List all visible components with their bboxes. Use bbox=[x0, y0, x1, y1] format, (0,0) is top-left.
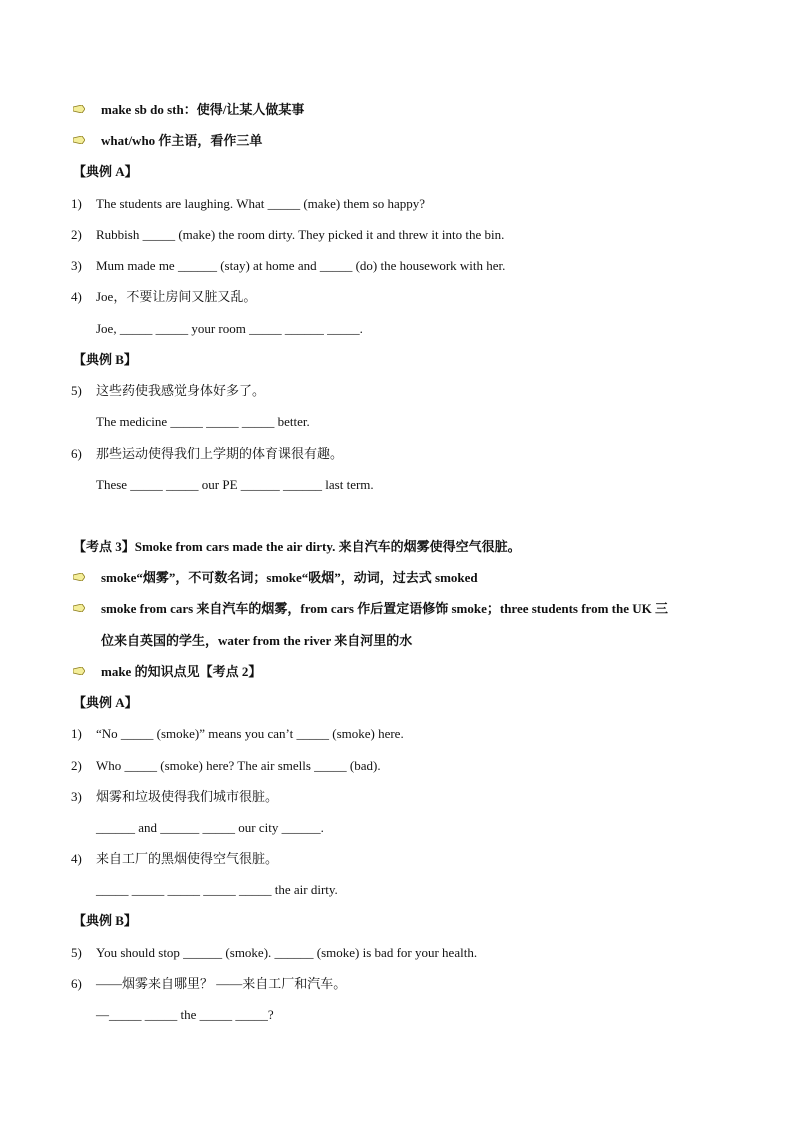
example-a-heading: 【典例 A】 bbox=[73, 164, 138, 179]
answer-line: Joe, _____ _____ your room _____ ______ _____. bbox=[96, 321, 363, 336]
item-number: 2) bbox=[71, 758, 82, 773]
exercise-item: Who _____ (smoke) here? The air smells _____ (bad). bbox=[96, 758, 381, 773]
item-number: 6) bbox=[71, 446, 82, 461]
item-number: 3) bbox=[71, 789, 82, 804]
exercise-item: Mum made me ______ (stay) at home and _____ (do) the housework with her. bbox=[96, 258, 506, 273]
answer-line: —_____ _____ the _____ _____? bbox=[96, 1007, 274, 1022]
item-number: 1) bbox=[71, 196, 82, 211]
example-b-heading: 【典例 B】 bbox=[73, 352, 137, 367]
exercise-item: The students are laughing. What _____ (make) them so happy? bbox=[96, 196, 426, 211]
exercise-item: Rubbish _____ (make) the room dirty. They picked it and threw it into the bin. bbox=[96, 227, 505, 242]
exercise-item: ——烟雾来自哪里？ ——来自工厂和汽车。 bbox=[96, 976, 347, 991]
yellow-tag-icon bbox=[73, 136, 85, 144]
exercise-item: 来自工厂的黑烟使得空气很脏。 bbox=[96, 851, 279, 866]
example-a-heading: 【典例 A】 bbox=[73, 695, 138, 710]
item-number: 4) bbox=[71, 289, 82, 304]
bullet-what-who: what/who 作主语，看作三单 bbox=[101, 133, 263, 148]
bullet-make-sb-do-sth: make sb do sth：使得/让某人做某事 bbox=[101, 102, 305, 117]
item-number: 6) bbox=[71, 976, 82, 991]
point3-title: 【考点 3】Smoke from cars made the air dirty. 来自汽车的烟雾使得空气很脏。 bbox=[73, 539, 521, 554]
item-number: 2) bbox=[71, 227, 82, 242]
exercise-item: 烟雾和垃圾使得我们城市很脏。 bbox=[96, 789, 279, 804]
bullet-smoke-from-cars: smoke from cars 来自汽车的烟雾，from cars 作后置定语修饰 smoke；three students from the UK 三 bbox=[101, 601, 669, 616]
yellow-tag-icon bbox=[73, 667, 85, 675]
exercise-item: 那些运动使得我们上学期的体育课很有趣。 bbox=[96, 446, 344, 461]
item-number: 1) bbox=[71, 726, 82, 741]
yellow-tag-icon bbox=[73, 573, 85, 581]
exercise-item: Joe，不要让房间又脏又乱。 bbox=[96, 289, 257, 304]
yellow-tag-icon bbox=[73, 604, 85, 612]
bullet-smoke-noun-verb: smoke“烟雾”，不可数名词；smoke“吸烟”，动词，过去式 smoked bbox=[101, 570, 478, 585]
bullet-make-reference: make 的知识点见【考点 2】 bbox=[101, 664, 262, 679]
answer-line: These _____ _____ our PE ______ ______ last term. bbox=[96, 477, 374, 492]
answer-line: The medicine _____ _____ _____ better. bbox=[96, 414, 310, 429]
item-number: 4) bbox=[71, 851, 82, 866]
exercise-item: 这些药使我感觉身体好多了。 bbox=[96, 383, 266, 398]
yellow-tag-icon bbox=[73, 105, 85, 113]
item-number: 3) bbox=[71, 258, 82, 273]
exercise-item: “No _____ (smoke)” means you can’t _____ (smoke) here. bbox=[96, 726, 404, 741]
item-number: 5) bbox=[71, 945, 82, 960]
example-b-heading: 【典例 B】 bbox=[73, 913, 137, 928]
answer-line: ______ and ______ _____ our city ______. bbox=[96, 820, 324, 835]
exercise-item: You should stop ______ (smoke). ______ (smoke) is bad for your health. bbox=[96, 945, 478, 960]
answer-line: _____ _____ _____ _____ _____ the air dirty. bbox=[96, 882, 338, 897]
item-number: 5) bbox=[71, 383, 82, 398]
bullet-continuation: 位来自英国的学生，water from the river 来自河里的水 bbox=[101, 633, 413, 648]
